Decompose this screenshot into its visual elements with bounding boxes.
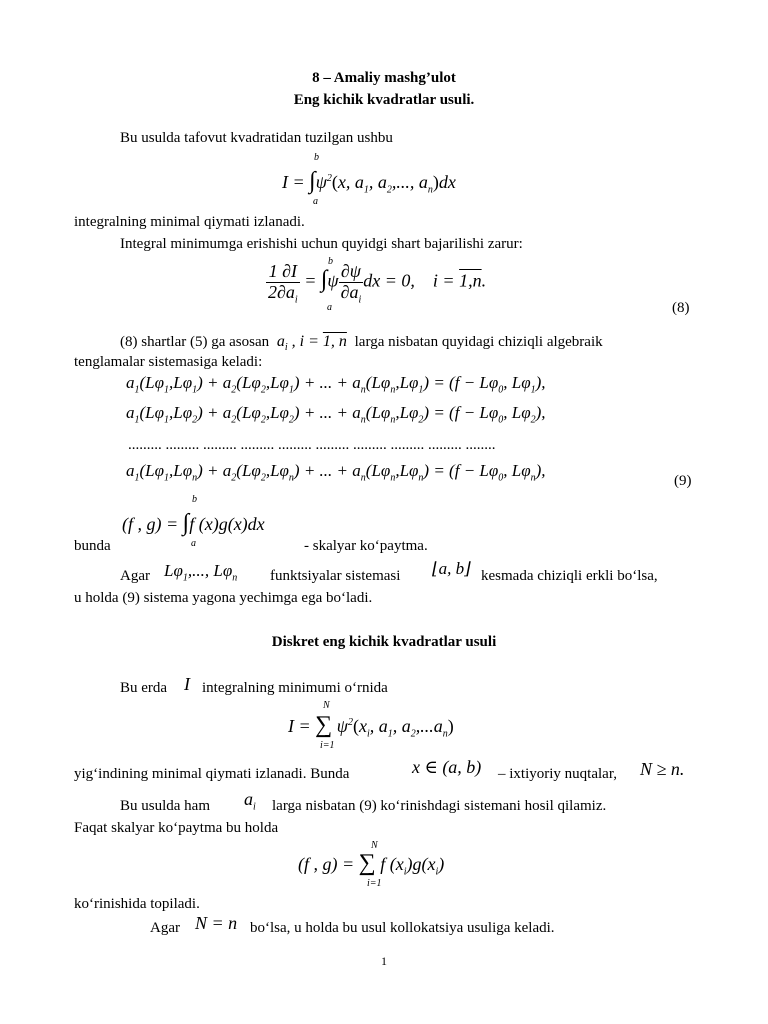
title-line-2: Eng kichik kvadratlar usuli. [293, 92, 475, 108]
page-number: 1 [381, 954, 387, 968]
paragraph-intro: Bu usulda tafovut kvadratidan tuzilgan ushbu [120, 130, 393, 146]
sum-upper-limit: N [323, 700, 330, 711]
condition-upper-limit: b [328, 256, 333, 267]
coefficient-symbol: $a_i$ [244, 789, 256, 813]
paragraph-usul-c: Faqat skalyar ko‘paytma bu holda [74, 820, 279, 836]
scalar-upper-limit: b [192, 494, 197, 505]
system-dots-row: ......... ......... ......... ......... ......... ......... ......... ......... ......... ........ [128, 437, 496, 453]
n-condition: N ≥ n. [640, 759, 685, 779]
sum-lower-limit: i=1 [320, 740, 335, 751]
condition-equation: $\frac{1 \partial I}{2\partial a_i}$ = ∫ψ $\frac{\partial\psi}{\partial a_i}$ dx = 0, i = 1,n. [268, 261, 487, 306]
system-row-1: $a_1(L\varphi_1,L\varphi_1) + a_2(L\varphi_2,L\varphi_1)$ + ... + $a_n(L\varphi_n,L\varphi_1) = (f - L\varphi_0$, $L\varphi_1$), [126, 373, 546, 396]
paragraph-minimal: integralning minimal qiymati izlanadi. [74, 214, 305, 230]
integral-symbol-i: I [184, 674, 190, 694]
interval-symbol: ⌊a, b⌋ [432, 559, 471, 578]
paragraph-agar-d: u holda (9) sistema yagona yechimga ega bo‘ladi. [74, 590, 373, 606]
discrete-scalar-product: (f , g) = ∑ f $(x_i)g(x_i)$ [298, 850, 445, 878]
paragraph-buerda-a: Bu erda [120, 680, 168, 696]
paragraph-condition: Integral minimumga erishishi uchun quyidgi shart bajarilishi zarur: [120, 236, 523, 252]
paragraph-final-a: Agar [150, 920, 180, 936]
equation-8-label: (8) [672, 300, 690, 316]
equation-9-label: (9) [674, 473, 692, 489]
system-row-n: $a_1(L\varphi_1,L\varphi_n) + a_2(L\varphi_2,L\varphi_n)$ + ... + $a_n(L\varphi_n,L\varphi_n) = (f - L\varphi_0$, $L\varphi_n$), [126, 461, 546, 484]
paragraph-usul-a: Bu usulda ham [120, 798, 210, 814]
function-list: $L\varphi_1$,..., $L\varphi_n$ [164, 561, 238, 584]
paragraph-yigindi-b: – ixtiyoriy nuqtalar, [498, 766, 617, 782]
paragraph-buerda-b: integralning minimumi o‘rnida [202, 680, 388, 696]
n-equals-n: N = n [195, 913, 238, 933]
paragraph-agar-c: kesmada chiziqli erkli bo‘lsa, [481, 568, 658, 584]
condition-lower-limit: a [327, 302, 332, 313]
paragraph-agar-b: funktsiyalar sistemasi [270, 568, 401, 584]
paragraph-yigindi-a: yig‘indining minimal qiymati izlanadi. Bunda [74, 766, 350, 782]
sum-equation: I = ∑ $\psi^2(x_i$, $a_1$, $a_2,...a_n$) [288, 712, 454, 740]
integral-lower-limit: a [313, 196, 318, 207]
title-line-1: 8 – Amaliy mashg’ulot [312, 70, 456, 86]
dsum-lower-limit: i=1 [367, 878, 382, 889]
paragraph-usul-b: larga nisbatan (9) ko‘rinishdagi sistemani hosil qilamiz. [272, 798, 607, 814]
integral-equation: $I = \int\psi^2(x$, $a_1$, $a_2$,..., $a_n)dx$ [282, 168, 456, 196]
interval-membership: x ∈ (a, b) [412, 757, 482, 777]
system-row-2: $a_1(L\varphi_1,L\varphi_2) + a_2(L\varphi_2,L\varphi_2)$ + ... + $a_n(L\varphi_n,L\varphi_2) = (f - L\varphi_0$, $L\varphi_2$), [126, 403, 546, 426]
integral-upper-limit: b [314, 152, 319, 163]
scalar-product-equation: (f , g) = ∫f (x)g(x)dx [122, 510, 265, 536]
paragraph-bunda-b: - skalyar ko‘paytma. [304, 538, 428, 554]
paragraph-agar-a: Agar [120, 568, 150, 584]
scalar-lower-limit: a [191, 538, 196, 549]
paragraph-system-a: (8) shartlar (5) ga asosan $a_i$ , i = 1, n larga nisbatan quyidagi chiziqli algebraik [120, 333, 603, 354]
dsum-upper-limit: N [371, 840, 378, 851]
paragraph-system-b: tenglamalar sistemasiga keladi: [74, 354, 263, 370]
paragraph-final-b: bo‘lsa, u holda bu usul kollokatsiya usuliga keladi. [250, 920, 555, 936]
paragraph-topiladi: ko‘rinishida topiladi. [74, 896, 200, 912]
paragraph-bunda-a: bunda [74, 538, 111, 554]
section-heading-discrete: Diskret eng kichik kvadratlar usuli [271, 634, 497, 650]
